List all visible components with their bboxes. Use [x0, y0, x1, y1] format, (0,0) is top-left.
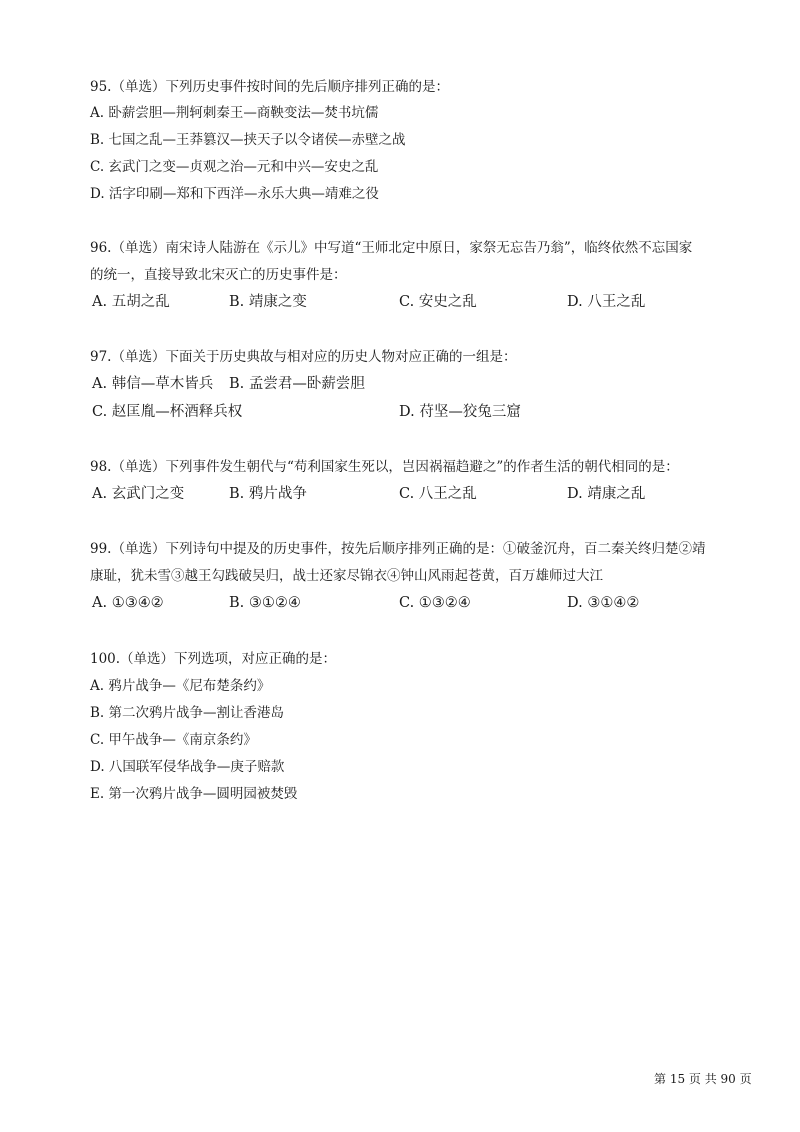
question-98-option-a: A. 玄武门之变 [92, 486, 185, 502]
question-96-option-b: B. 靖康之变 [229, 294, 307, 310]
question-100-option-c: C. 甲午战争—《南京条约》 [90, 732, 257, 748]
question-100-option-e: E. 第一次鸦片战争—圆明园被焚毁 [90, 786, 298, 802]
question-100-stem: 100.（单选）下列选项，对应正确的是： [90, 651, 337, 667]
question-99-option-a: A. ①③④② [92, 595, 164, 611]
question-97-option-b: B. 孟尝君—卧薪尝胆 [229, 376, 365, 392]
question-100-option-b: B. 第二次鸦片战争—割让香港岛 [90, 705, 285, 721]
question-96-stem-line-1: 96.（单选）南宋诗人陆游在《示儿》中写道“王师北定中原日，家祭无忘告乃翁”，临终依然不忘国家 [90, 240, 693, 256]
question-95-option-d: D. 活字印刷—郑和下西洋—永乐大典—靖难之役 [90, 186, 379, 202]
question-98-option-d: D. 靖康之乱 [567, 486, 646, 502]
question-98-stem: 98.（单选）下列事件发生朝代与“苟利国家生死以，岂因祸福趋避之”的作者生活的朝代相同的是： [90, 459, 679, 475]
question-96-option-d: D. 八王之乱 [567, 294, 646, 310]
question-97-option-a: A. 韩信—草木皆兵 [92, 376, 214, 392]
page-number: 第 15 页 共 90 页 [654, 1072, 752, 1086]
question-99-stem-line-2: 康耻，犹未雪③越王勾践破吴归，战士还家尽锦衣④钟山风雨起苍黄，百万雄师过大江 [90, 568, 603, 584]
question-99-option-d: D. ③①④② [567, 595, 640, 611]
question-95-option-b: B. 七国之乱—王莽篡汉—挟天子以令诸侯—赤壁之战 [90, 132, 406, 148]
question-97-option-c: C. 赵匡胤—杯酒释兵权 [92, 404, 243, 420]
question-99-option-c: C. ①③②④ [399, 595, 471, 611]
question-95-option-c: C. 玄武门之变—贞观之治—元和中兴—安史之乱 [90, 159, 379, 175]
question-96-option-c: C. 安史之乱 [399, 294, 477, 310]
question-96-stem-line-2: 的统一，直接导致北宋灭亡的历史事件是： [90, 267, 347, 283]
question-99-stem-line-1: 99.（单选）下列诗句中提及的历史事件，按先后顺序排列正确的是：①破釜沉舟，百二秦关终归楚②靖 [90, 541, 706, 557]
question-95-option-a: A. 卧薪尝胆—荆轲刺秦王—商鞅变法—焚书坑儒 [90, 105, 379, 121]
question-100-option-d: D. 八国联军侵华战争—庚子赔款 [90, 759, 285, 775]
question-99-option-b: B. ③①②④ [229, 595, 301, 611]
question-96-option-a: A. 五胡之乱 [92, 294, 170, 310]
question-98-option-b: B. 鸦片战争 [229, 486, 307, 502]
question-95-stem: 95.（单选）下列历史事件按时间的先后顺序排列正确的是： [90, 79, 449, 95]
question-97-option-d: D. 苻坚—狡兔三窟 [399, 404, 521, 420]
question-98-option-c: C. 八王之乱 [399, 486, 477, 502]
question-100-option-a: A. 鸦片战争—《尼布楚条约》 [90, 678, 271, 694]
question-97-stem: 97.（单选）下面关于历史典故与相对应的历史人物对应正确的一组是： [90, 349, 517, 365]
